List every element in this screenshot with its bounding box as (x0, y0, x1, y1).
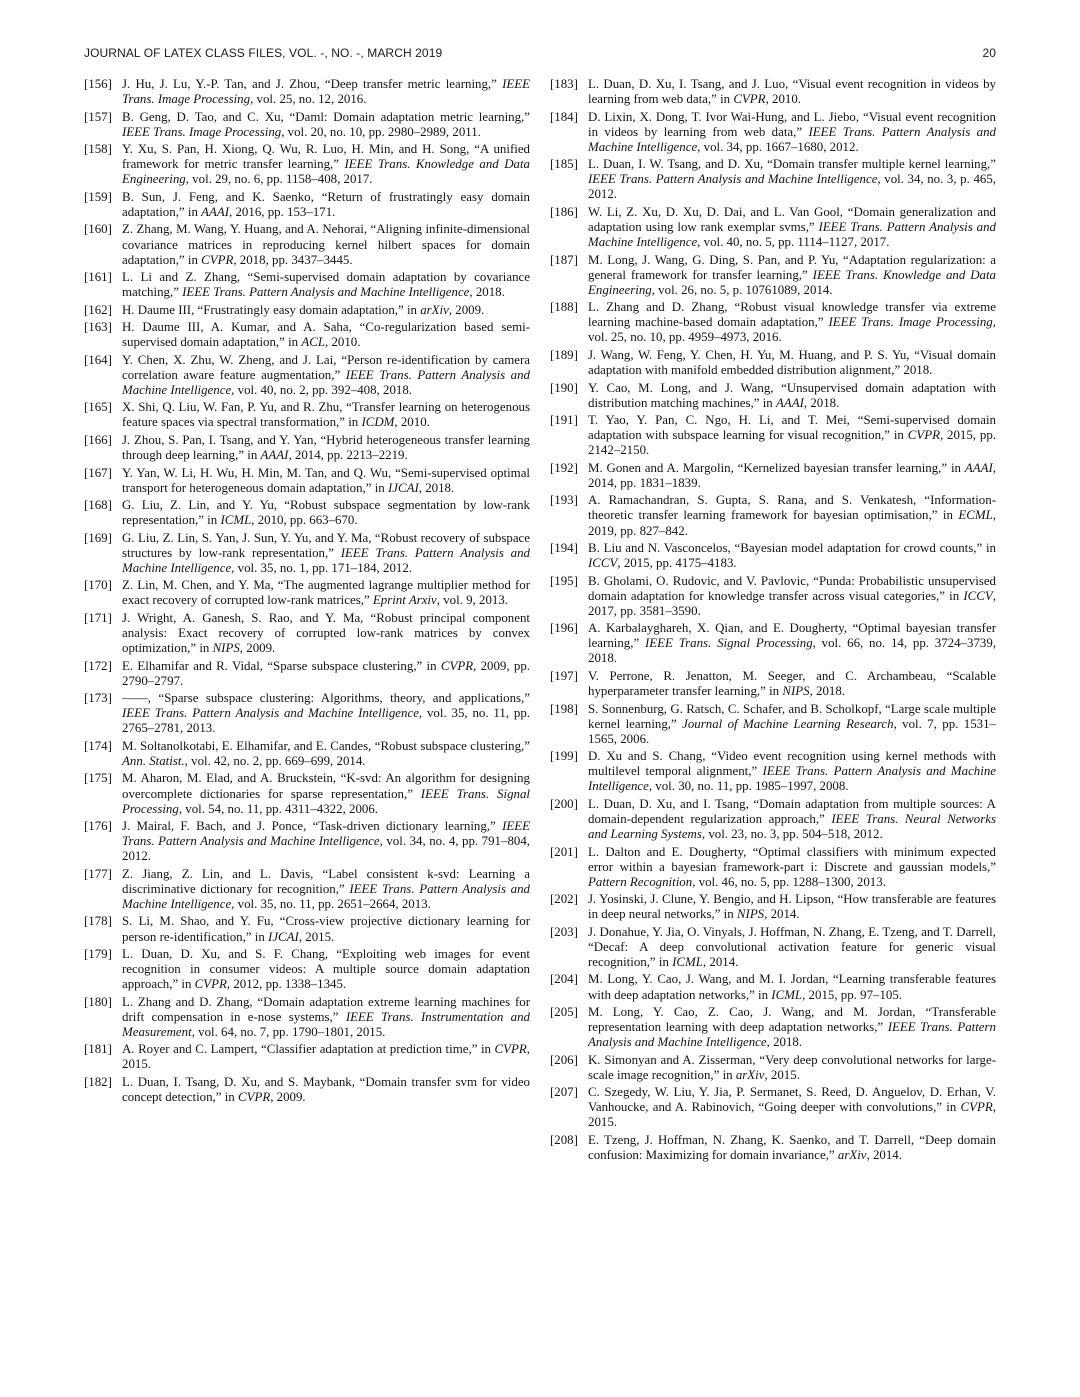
reference-details: , vol. 26, no. 5, p. 10761089, 2014. (651, 282, 833, 297)
reference-text: H. Daume III, A. Kumar, and A. Saha, “Co-regularization based semi-supervised domain adaptation,” in (122, 320, 530, 350)
reference-text: S. Sonnenburg, G. Ratsch, C. Schafer, and B. Scholkopf, “Large scale multiple kernel learning,” (588, 701, 996, 731)
reference-text: M. Long, J. Wang, G. Ding, S. Pan, and P. Yu, “Adaptation regularization: a general framework for transfer learning,” (588, 252, 996, 282)
reference-entry (550, 205, 996, 250)
reference-details: , 2014. (764, 907, 800, 922)
reference-venue: CVPR (194, 977, 227, 992)
reference-entry (550, 1085, 996, 1130)
reference-details: , vol. 35, no. 11, pp. 2765–2781, 2013. (122, 706, 530, 736)
reference-venue: NIPS (212, 641, 240, 656)
reference-entry (550, 1133, 996, 1163)
reference-venue: NIPS (782, 684, 810, 699)
reference-entry (550, 574, 996, 619)
reference-entry (550, 925, 996, 970)
reference-text: W. Li, Z. Xu, D. Xu, D. Dai, and L. Van Gool, “Domain generalization and adaptation using low rank exemplar svms,” (588, 204, 996, 235)
reference-number: [207] (550, 1085, 578, 1100)
reference-text: J. Mairal, F. Bach, and J. Ponce, “Task-driven dictionary learning,” (122, 819, 503, 834)
reference-text: B. Liu and N. Vasconcelos, “Bayesian model adaptation for crowd counts,” in (588, 541, 996, 556)
reference-details: , vol. 34, no. 4, pp. 791–804, 2012. (122, 834, 531, 864)
reference-text: L. Zhang and D. Zhang, “Robust visual knowledge transfer via extreme learning machine-based domain adaptation,” (588, 300, 996, 330)
reference-details: , 2015. (588, 1100, 996, 1130)
reference-text: J. Hu, J. Lu, Y.-P. Tan, and J. Zhou, “Deep transfer metric learning,” (122, 77, 503, 91)
reference-entry (84, 142, 530, 187)
reference-text: L. Dalton and E. Dougherty, “Optimal classifiers with minimum expected error within a bayesian framework-part i: Discrete and gaussian models,” (588, 844, 996, 874)
reference-entry (84, 1042, 530, 1072)
reference-details: , vol. 9, 2013. (436, 593, 509, 608)
reference-details: , vol. 42, no. 2, pp. 669–699, 2014. (184, 753, 366, 768)
reference-entry (550, 1053, 996, 1083)
reference-details: , 2018. (809, 684, 846, 699)
reference-text: ——, “Sparse subspace clustering: Algorithms, theory, and applications,” (122, 691, 530, 706)
reference-venue: ECML (958, 508, 993, 523)
reference-venue: NIPS (736, 907, 765, 922)
reference-text: D. Lixin, X. Dong, T. Ivor Wai-Hung, and L. Jiebo, “Visual event recognition in videos by learning from web data,” (588, 109, 996, 139)
reference-number: [202] (550, 892, 578, 907)
reference-text: M. Long, Y. Cao, J. Wang, and M. I. Jordan, “Learning transferable features with deep adaptation networks,” in (588, 972, 996, 1002)
reference-text: L. Zhang and D. Zhang, “Domain adaptation extreme learning machines for drift compensation in e-nose systems,” (122, 994, 530, 1024)
reference-details: , 2009. (239, 641, 276, 656)
reference-details: , 2009. (270, 1090, 306, 1105)
reference-number: [199] (550, 749, 578, 764)
reference-details: , 2009, pp. 2790–2797. (122, 658, 530, 688)
reference-venue: CVPR (494, 1042, 527, 1057)
reference-number: [184] (550, 109, 578, 124)
reference-text: A. Royer and C. Lampert, “Classifier adaptation at prediction time,” in (122, 1042, 495, 1057)
page-number: 20 (982, 46, 996, 60)
reference-text: G. Liu, Z. Lin, S. Yan, J. Sun, Y. Yu, and Y. Ma, “Robust recovery of subspace structures by low-rank representation,” (122, 530, 530, 560)
reference-details: , 2010. (765, 92, 802, 107)
reference-venue: CVPR (440, 658, 474, 673)
reference-entry (550, 77, 996, 107)
reference-entry (550, 845, 996, 890)
reference-details: , 2017, pp. 3581–3590. (588, 588, 996, 618)
reference-details: , vol. 29, no. 6, pp. 1158–408, 2017. (185, 172, 373, 187)
reference-venue: IEEE Trans. Pattern Analysis and Machine Intelligence (588, 764, 997, 794)
reference-details: , vol. 25, no. 10, pp. 4959–4973, 2016. (588, 315, 996, 345)
reference-venue: AAAI (964, 460, 993, 475)
reference-text: B. Gholami, O. Rudovic, and V. Pavlovic, “Punda: Probabilistic unsupervised domain adaptation for knowledge transfer across visual categories,” in (588, 573, 996, 603)
reference-number: [192] (550, 460, 578, 475)
reference-number: [164] (84, 352, 112, 367)
reference-details: , 2018. (766, 1035, 803, 1050)
reference-text: J. Donahue, Y. Jia, O. Vinyals, J. Hoffman, N. Zhang, E. Tzeng, and T. Darrell, “Decaf: A deep convolutional activation feature for generic visual recognition,” in (588, 924, 996, 969)
reference-text: Y. Yan, W. Li, H. Wu, H. Min, M. Tan, and Q. Wu, “Semi-supervised optimal transport for heterogeneous domain adaptation,” in (122, 465, 530, 495)
reference-number: [174] (84, 738, 112, 753)
reference-venue: AAAI (775, 395, 804, 410)
reference-number: [186] (550, 204, 578, 219)
reference-entry (550, 797, 996, 842)
reference-venue: IEEE Trans. Pattern Analysis and Machine Intelligence (122, 881, 530, 911)
reference-details: , vol. 35, no. 11, pp. 2651–2664, 2013. (231, 896, 431, 911)
reference-details: , vol. 20, no. 10, pp. 2980–2989, 2011. (281, 124, 481, 139)
reference-venue: ICDM (361, 415, 395, 430)
reference-number: [198] (550, 701, 578, 716)
reference-venue: IEEE Trans. Pattern Analysis and Machine Intelligence (588, 220, 996, 250)
reference-details: , 2014, pp. 1831–1839. (588, 460, 996, 490)
reference-details: , vol. 30, no. 11, pp. 1985–1997, 2008. (648, 779, 849, 794)
reference-text: A. Ramachandran, S. Gupta, S. Rana, and S. Venkatesh, “Information-theoretic transfer learning framework for bayesian optimisation,” in (588, 493, 996, 523)
reference-text: M. Long, Y. Cao, Z. Cao, J. Wang, and M. Jordan, “Transferable representation learning with deep adaptation networks,” (588, 1005, 996, 1035)
reference-entry (550, 621, 996, 666)
references-right-column (550, 77, 996, 1166)
reference-venue: Journal of Machine Learning Research (682, 716, 894, 731)
reference-number: [167] (84, 465, 112, 480)
reference-details: , 2010, pp. 663–670. (251, 513, 358, 528)
reference-details: , 2019, pp. 827–842. (588, 508, 996, 538)
reference-text: J. Zhou, S. Pan, I. Tsang, and Y. Yan, “Hybrid heterogeneous transfer learning through deep learning,” in (122, 432, 530, 463)
reference-text: L. Duan, D. Xu, and I. Tsang, “Domain adaptation from multiple sources: A domain-dependent regularization approach,” (588, 796, 996, 826)
reference-entry (550, 749, 996, 794)
reference-venue: IEEE Trans. Pattern Analysis and Machine Intelligence (588, 1020, 996, 1050)
reference-number: [177] (84, 866, 112, 881)
reference-number: [193] (550, 493, 578, 508)
reference-entry (550, 381, 996, 411)
reference-number: [189] (550, 347, 578, 362)
reference-venue: IEEE Trans. Image Processing (122, 124, 282, 139)
reference-number: [159] (84, 189, 112, 204)
reference-text: J. Wang, W. Feng, Y. Chen, H. Yu, M. Huang, and P. S. Yu, “Visual domain adaptation with manifold embedded distribution alignment,” 2018. (588, 347, 996, 378)
reference-text: Y. Xu, S. Pan, H. Xiong, Q. Wu, R. Luo, H. Min, and H. Song, “A unified framework for metric transfer learning,” (122, 142, 530, 172)
reference-number: [182] (84, 1074, 112, 1089)
journal-title: JOURNAL OF LATEX CLASS FILES, VOL. -, NO. -, MARCH 2019 (84, 46, 443, 60)
reference-text: L. Li and Z. Zhang, “Semi-supervised domain adaptation by covariance matching,” (122, 270, 530, 300)
reference-details: , 2015. (764, 1067, 800, 1082)
reference-venue: IEEE Trans. Pattern Analysis and Machine Intelligence (588, 172, 878, 187)
reference-number: [172] (84, 658, 112, 673)
reference-text: B. Geng, D. Tao, and C. Xu, “Daml: Domain adaptation metric learning,” (122, 109, 530, 124)
reference-details: , 2010. (325, 335, 361, 350)
reference-venue: IEEE Trans. Pattern Analysis and Machine Intelligence (588, 124, 996, 154)
reference-entry (84, 433, 530, 463)
reference-entry (84, 303, 530, 318)
reference-number: [197] (550, 668, 578, 683)
reference-number: [171] (84, 610, 112, 625)
reference-number: [187] (550, 252, 578, 267)
reference-details: , vol. 34, pp. 1667–1680, 2012. (697, 139, 859, 154)
reference-details: , vol. 64, no. 7, pp. 1790–1801, 2015. (191, 1024, 386, 1039)
reference-venue: arXiv (735, 1067, 765, 1082)
reference-entry (84, 353, 530, 398)
reference-entry (84, 498, 530, 528)
reference-venue: IEEE Trans. Pattern Analysis and Machine Intelligence (122, 706, 419, 721)
reference-text: X. Shi, Q. Liu, W. Fan, P. Yu, and R. Zhu, “Transfer learning on heterogenous feature spaces via spectral transformation,” in (122, 400, 530, 430)
reference-venue: AAAI (201, 204, 230, 219)
reference-entry (550, 110, 996, 155)
reference-number: [160] (84, 222, 112, 237)
reference-details: , 2016, pp. 153–171. (229, 204, 336, 219)
reference-entry (84, 110, 530, 140)
reference-number: [200] (550, 796, 578, 811)
reference-text: T. Yao, Y. Pan, C. Ngo, H. Li, and T. Mei, “Semi-supervised domain adaptation with subspace learning for visual recognition,” in (588, 413, 996, 443)
reference-entry (550, 348, 996, 378)
reference-number: [208] (550, 1132, 578, 1147)
reference-venue: IEEE Trans. Signal Processing (644, 636, 813, 651)
reference-venue: IEEE Trans. Signal Processing (122, 786, 530, 816)
reference-entry (550, 461, 996, 491)
reference-number: [205] (550, 1005, 578, 1020)
reference-text: V. Perrone, R. Jenatton, M. Seeger, and C. Archambeau, “Scalable hyperparameter transfer learning,” in (588, 668, 996, 699)
reference-text: L. Duan, I. Tsang, D. Xu, and S. Maybank, “Domain transfer svm for video concept detection,” in (122, 1074, 530, 1105)
reference-entry (84, 995, 530, 1040)
reference-text: J. Wright, A. Ganesh, S. Rao, and Y. Ma, “Robust principal component analysis: Exact recovery of corrupted low-rank matrices by convex optimization,” in (122, 610, 530, 656)
reference-number: [175] (84, 771, 112, 786)
reference-text: K. Simonyan and A. Zisserman, “Very deep convolutional networks for large-scale image recognition,” in (588, 1052, 996, 1082)
reference-entry (84, 77, 530, 107)
reference-details: , vol. 7, pp. 1531–1565, 2006. (588, 716, 996, 746)
reference-entry (84, 578, 530, 608)
reference-number: [166] (84, 432, 112, 447)
reference-venue: IJCAI (268, 929, 299, 944)
reference-entry (84, 320, 530, 350)
reference-number: [204] (550, 972, 578, 987)
reference-details: , 2014. (702, 954, 739, 969)
reference-text: M. Soltanolkotabi, E. Elhamifar, and E. Candes, “Robust subspace clustering,” (122, 738, 530, 753)
reference-venue: IEEE Trans. Neural Networks and Learning Systems (588, 811, 996, 842)
reference-details: , 2018. (418, 480, 455, 495)
reference-entry (550, 413, 996, 458)
reference-venue: arXiv (837, 1148, 867, 1163)
reference-venue: IEEE Trans. Pattern Analysis and Machine Intelligence (182, 285, 470, 300)
reference-number: [170] (84, 578, 112, 593)
reference-number: [176] (84, 819, 112, 834)
reference-venue: IJCAI (387, 480, 419, 495)
reference-entry (84, 691, 530, 736)
reference-details: , vol. 46, no. 5, pp. 1288–1300, 2013. (692, 874, 886, 889)
reference-text: C. Szegedy, W. Liu, Y. Jia, P. Sermanet, S. Reed, D. Anguelov, D. Erhan, V. Vanhoucke, and A. Rabinovich, “Going deeper with convolutions,” in (588, 1085, 996, 1115)
reference-text: E. Tzeng, J. Hoffman, N. Zhang, K. Saenko, and T. Darrell, “Deep domain confusion: Maximizing for domain invariance,” (588, 1132, 996, 1163)
reference-number: [206] (550, 1052, 578, 1067)
reference-details: , vol. 34, no. 3, p. 465, 2012. (588, 172, 996, 202)
reference-number: [162] (84, 302, 112, 317)
reference-entry (84, 400, 530, 430)
reference-details: , vol. 23, no. 3, pp. 504–518, 2012. (701, 827, 883, 842)
reference-details: , vol. 40, no. 2, pp. 392–408, 2018. (231, 382, 412, 397)
reference-text: L. Duan, D. Xu, I. Tsang, and J. Luo, “Visual event recognition in videos by learning from web data,” in (588, 77, 996, 107)
reference-entry (550, 702, 996, 747)
reference-venue: ICCV (588, 556, 618, 571)
reference-text: D. Xu and S. Chang, “Video event recognition using kernel methods with multilevel temporal alignment,” (588, 749, 996, 779)
reference-details: , 2015. (298, 929, 335, 944)
reference-number: [178] (84, 914, 112, 929)
reference-venue: AAAI (260, 448, 289, 463)
reference-entry (550, 300, 996, 345)
reference-number: [194] (550, 541, 578, 556)
reference-venue: IEEE Trans. Pattern Analysis and Machine Intelligence (122, 819, 530, 849)
reference-venue: IEEE Trans. Pattern Analysis and Machine Intelligence (122, 545, 530, 575)
reference-entry (84, 819, 530, 864)
reference-number: [180] (84, 994, 112, 1009)
reference-text: L. Duan, I. W. Tsang, and D. Xu, “Domain transfer multiple kernel learning,” (588, 157, 996, 172)
reference-text: E. Elhamifar and R. Vidal, “Sparse subspace clustering,” in (122, 658, 441, 673)
reference-number: [168] (84, 498, 112, 513)
reference-venue: CVPR (907, 428, 940, 443)
reference-venue: ICCV (963, 588, 993, 603)
reference-venue: ICML (220, 513, 252, 528)
reference-text: H. Daume III, “Frustratingly easy domain adaptation,” in (122, 302, 421, 317)
reference-entry (84, 222, 530, 267)
reference-details: , 2009. (448, 302, 485, 317)
reference-details: , vol. 66, no. 14, pp. 3724–3739, 2018. (588, 636, 997, 666)
reference-venue: CVPR (237, 1090, 271, 1105)
reference-venue: CVPR (733, 92, 766, 107)
reference-entry (84, 771, 530, 816)
reference-venue: IEEE Trans. Knowledge and Data Engineering (122, 157, 530, 187)
reference-details: , 2018. (803, 395, 840, 410)
reference-details: , 2015, pp. 2142–2150. (588, 428, 997, 458)
reference-entry (84, 466, 530, 496)
reference-details: , 2018, pp. 3437–3445. (233, 252, 353, 267)
reference-number: [188] (550, 300, 578, 315)
reference-text: Z. Lin, M. Chen, and Y. Ma, “The augmented lagrange multiplier method for exact recovery of corrupted low-rank matrices,” (122, 578, 530, 608)
reference-text: Y. Cao, M. Long, and J. Wang, “Unsupervised domain adaptation with distribution matching machines,” in (588, 380, 996, 410)
reference-text: M. Gonen and A. Margolin, “Kernelized bayesian transfer learning,” in (588, 460, 965, 475)
reference-details: , 2010. (394, 415, 430, 430)
reference-venue: IEEE Trans. Instrumentation and Measurement (122, 1009, 530, 1039)
reference-number: [195] (550, 573, 578, 588)
reference-text: Z. Jiang, Z. Lin, and L. Davis, “Label consistent k-svd: Learning a discriminative dictionary for recognition,” (122, 866, 530, 896)
reference-entry (84, 1075, 530, 1105)
reference-entry (550, 1005, 996, 1050)
reference-number: [165] (84, 400, 112, 415)
running-header (84, 46, 996, 64)
reference-text: B. Sun, J. Feng, and K. Saenko, “Return of frustratingly easy domain adaptation,” in (122, 189, 530, 219)
reference-text: L. Duan, D. Xu, and S. F. Chang, “Exploiting web images for event recognition in consumer videos: A multiple source domain adaptation approach,” in (122, 947, 530, 992)
reference-venue: Pattern Recognition (588, 874, 693, 889)
reference-details: , 2015, pp. 97–105. (802, 987, 903, 1002)
reference-venue: ACL (301, 335, 326, 350)
reference-details: , 2014. (866, 1148, 902, 1163)
reference-entry (550, 253, 996, 298)
reference-venue: Ann. Statist. (122, 753, 185, 768)
reference-number: [201] (550, 844, 578, 859)
reference-number: [183] (550, 77, 578, 91)
reference-text: J. Yosinski, J. Clune, Y. Bengio, and H. Lipson, “How transferable are features in deep neural networks,” in (588, 892, 996, 922)
reference-number: [181] (84, 1042, 112, 1057)
reference-entry (84, 947, 530, 992)
reference-venue: CVPR (960, 1100, 993, 1115)
reference-venue: IEEE Trans. Pattern Analysis and Machine Intelligence (122, 367, 530, 397)
reference-entry (550, 541, 996, 571)
reference-entry (84, 867, 530, 912)
reference-entry (84, 659, 530, 689)
reference-venue: Eprint Arxiv (372, 593, 437, 608)
reference-details: , vol. 35, no. 1, pp. 171–184, 2012. (231, 560, 412, 575)
reference-entry (84, 914, 530, 944)
reference-venue: CVPR (201, 252, 234, 267)
reference-details: , 2015, pp. 4175–4183. (617, 556, 737, 571)
reference-details: , vol. 25, no. 12, 2016. (250, 92, 367, 107)
reference-venue: ICML (771, 987, 803, 1002)
reference-details: , 2015. (122, 1042, 530, 1072)
reference-entry (550, 493, 996, 538)
reference-details: , 2018. (469, 285, 505, 300)
reference-entry (550, 892, 996, 922)
reference-text: S. Li, M. Shao, and Y. Fu, “Cross-view projective dictionary learning for person re-identification,” in (122, 914, 530, 944)
reference-entry (550, 669, 996, 699)
reference-number: [161] (84, 270, 112, 285)
reference-number: [169] (84, 530, 112, 545)
reference-number: [156] (84, 77, 112, 91)
reference-number: [173] (84, 691, 112, 706)
reference-entry (550, 972, 996, 1002)
reference-details: , 2014, pp. 2213–2219. (288, 448, 408, 463)
reference-text: G. Liu, Z. Lin, and Y. Yu, “Robust subspace segmentation by low-rank representation,” in (122, 498, 530, 528)
reference-entry (84, 190, 530, 220)
reference-text: M. Aharon, M. Elad, and A. Bruckstein, “K-svd: An algorithm for designing overcomplete dictionaries for sparse representation,” (122, 771, 530, 801)
reference-number: [157] (84, 109, 112, 124)
reference-text: A. Karbalayghareh, X. Qian, and E. Dougherty, “Optimal bayesian transfer learning,” (588, 621, 996, 651)
reference-details: , vol. 40, no. 5, pp. 1114–1127, 2017. (697, 235, 890, 250)
reference-text: Y. Chen, X. Zhu, W. Zheng, and J. Lai, “Person re-identification by camera correlation aware feature augmentation,” (122, 352, 530, 382)
reference-number: [179] (84, 947, 112, 962)
reference-entry (84, 531, 530, 576)
reference-entry (84, 270, 530, 300)
reference-details: , 2012, pp. 1338–1345. (226, 977, 347, 992)
reference-number: [203] (550, 924, 578, 939)
reference-number: [190] (550, 380, 578, 395)
reference-details: , vol. 54, no. 11, pp. 4311–4322, 2006. (178, 801, 379, 816)
references-left-column (84, 77, 530, 1108)
reference-entry (84, 611, 530, 656)
reference-entry (550, 157, 996, 202)
reference-venue: arXiv (420, 302, 449, 317)
reference-number: [196] (550, 621, 578, 636)
reference-venue: IEEE Trans. Knowledge and Data Engineering (588, 267, 996, 297)
reference-entry (84, 739, 530, 769)
reference-number: [163] (84, 320, 112, 335)
reference-number: [191] (550, 413, 578, 428)
reference-venue: IEEE Trans. Image Processing (122, 77, 530, 107)
reference-number: [185] (550, 157, 578, 172)
reference-venue: IEEE Trans. Image Processing (828, 315, 993, 330)
reference-number: [158] (84, 142, 112, 157)
reference-text: Z. Zhang, M. Wang, Y. Huang, and A. Nehorai, “Aligning infinite-dimensional covariance matrices in reproducing kernel hilbert spaces for domain adaptation,” in (122, 222, 530, 267)
reference-venue: ICML (672, 954, 703, 969)
